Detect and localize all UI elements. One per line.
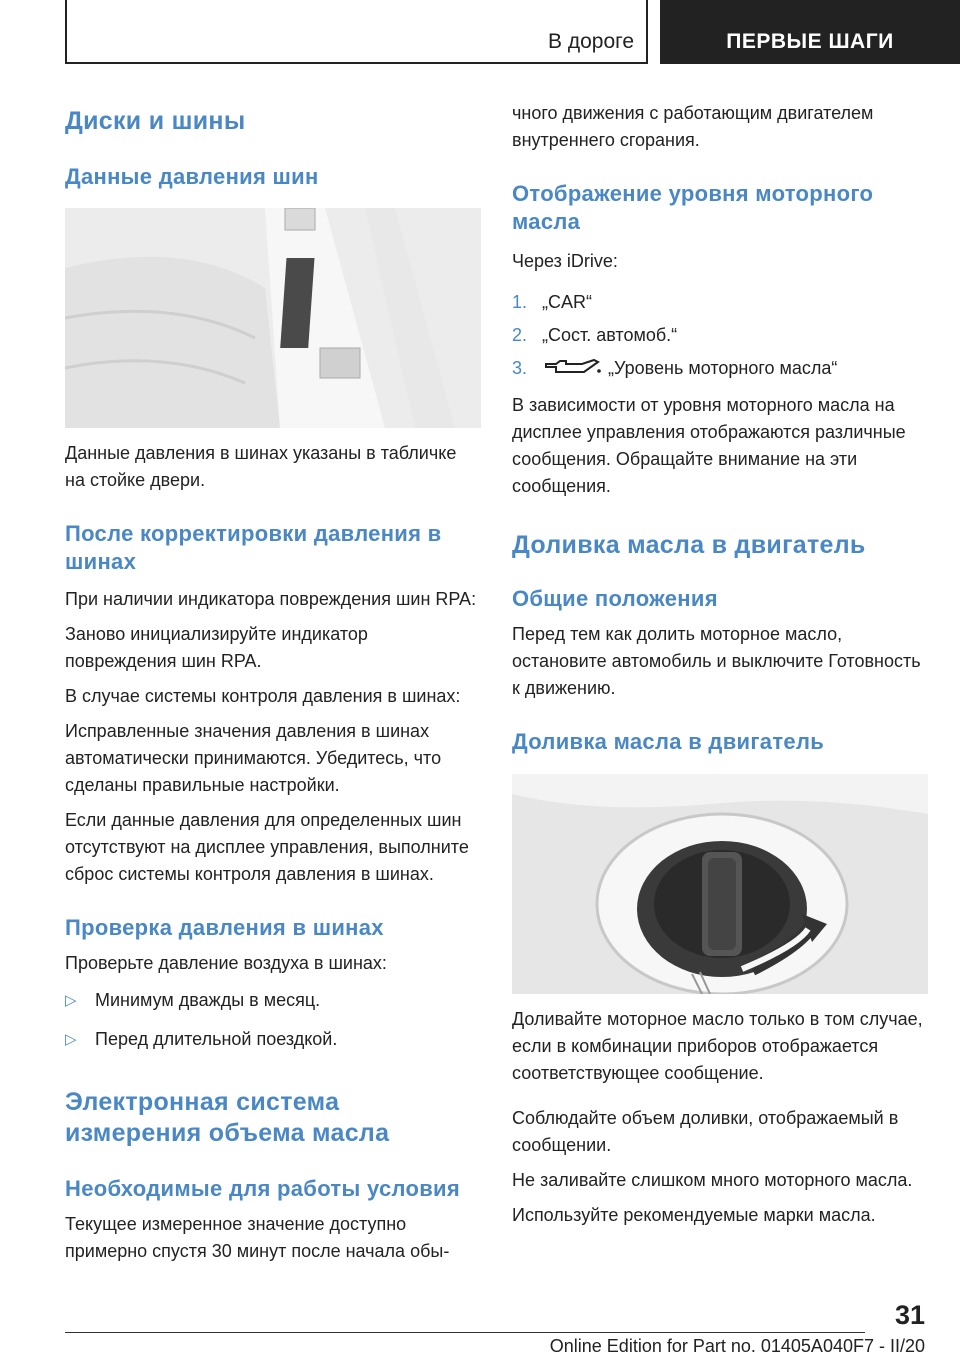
right-column — [512, 100, 928, 1229]
oil-cap-illustration — [512, 774, 928, 994]
page-number: 31 — [894, 1300, 925, 1330]
use-recommended-text: Используйте рекомендуемые марки масла. — [512, 1205, 876, 1225]
header-section-box — [65, 0, 648, 64]
general-text: Перед тем как долить моторное масло, остановите автомобиль и выключите Готовность к движению. — [512, 624, 921, 698]
tpms-intro-text: В случае системы контроля давления в шинах: — [65, 686, 461, 706]
via-idrive-text: Через iDrive: — [512, 251, 618, 271]
triangle-right-icon: ▷ — [65, 1031, 77, 1048]
step-number: 1. — [512, 292, 528, 312]
dont-overfill-text: Не заливайте слишком много моторного масла. — [512, 1170, 913, 1190]
list-item — [65, 1026, 481, 1053]
door-pillar-figure — [65, 208, 481, 428]
step-number: 3. — [512, 358, 528, 378]
list-item-text: Перед длительной поездкой. — [95, 1029, 338, 1049]
step-text: „CAR“ — [542, 292, 592, 312]
heading-after-correction: После корректировки давления в шинах — [65, 521, 442, 574]
edition-text: Online Edition for Part no. 01405A040F7 - II/20 — [549, 1336, 925, 1356]
conditions-text: Текущее измеренное значение доступно примерно спустя 30 минут после начала обы- — [65, 1214, 450, 1261]
list-item — [512, 355, 928, 382]
heading-tires: Диски и шины — [65, 107, 246, 135]
header-section-title: В дороге — [547, 30, 634, 53]
footer-divider — [65, 1332, 865, 1333]
oil-can-icon — [542, 356, 602, 376]
rpa-intro-text: При наличии индикатора повреждения шин RPA: — [65, 589, 477, 609]
top-only-when-text: Доливайте моторное масло только в том случае, если в комбинации приборов отображается соответствующее сообщение. — [512, 1009, 923, 1083]
oil-cap-figure — [512, 774, 928, 994]
heading-conditions: Необходимые для работы условия — [65, 1176, 460, 1201]
rpa-reinit-text: Заново инициализируйте индикатор повреждения шин RPA. — [65, 624, 368, 671]
door-pillar-illustration — [65, 208, 481, 428]
header-chapter-title: ПЕРВЫЕ ШАГИ — [660, 0, 960, 64]
step-text: „Уровень моторного масла“ — [608, 358, 838, 378]
step-number: 2. — [512, 325, 528, 345]
heading-check-pressure: Проверка давления в шинах — [65, 915, 384, 940]
heading-electronic-oil: Электронная система измерения объема масла — [65, 1088, 390, 1147]
check-list — [65, 987, 481, 1053]
pressure-data-text: Данные давления в шинах указаны в табличке на стойке двери. — [65, 443, 457, 490]
list-item — [512, 289, 928, 316]
steps-list — [512, 289, 928, 382]
heading-topping-oil: Доливка масла в двигатель — [512, 531, 866, 559]
step-text: „Сост. автомоб.“ — [542, 325, 678, 345]
tpms-reset-text: Если данные давления для определенных шин отсутствуют на дисплее управления, выполните сброс системы контроля давления в шинах. — [65, 810, 469, 884]
heading-topping-oil-sub: Доливка масла в двигатель — [512, 729, 825, 754]
list-item — [65, 987, 481, 1014]
left-column — [65, 100, 481, 1265]
heading-pressure-data: Данные давления шин — [65, 164, 319, 189]
check-intro-text: Проверьте давление воздуха в шинах: — [65, 953, 387, 973]
observe-volume-text: Соблюдайте объем доливки, отображаемый в сообщении. — [512, 1108, 899, 1155]
list-item — [512, 322, 928, 349]
triangle-right-icon: ▷ — [65, 992, 77, 1009]
tpms-auto-text: Исправленные значения давления в шинах автоматически принимаются. Убедитесь, что сделаны правильные настройки. — [65, 721, 442, 795]
oil-messages-text: В зависимости от уровня моторного масла на дисплее управления отображаются различные сообщения. Обращайте внимание на эти сообщения. — [512, 395, 906, 496]
heading-general: Общие положения — [512, 586, 718, 611]
heading-display-oil: Отображение уровня моторного масла — [512, 181, 874, 234]
list-item-text: Минимум дважды в месяц. — [95, 990, 321, 1010]
continued-text: чного движения с работающим двигателем внутреннего сгорания. — [512, 103, 874, 150]
